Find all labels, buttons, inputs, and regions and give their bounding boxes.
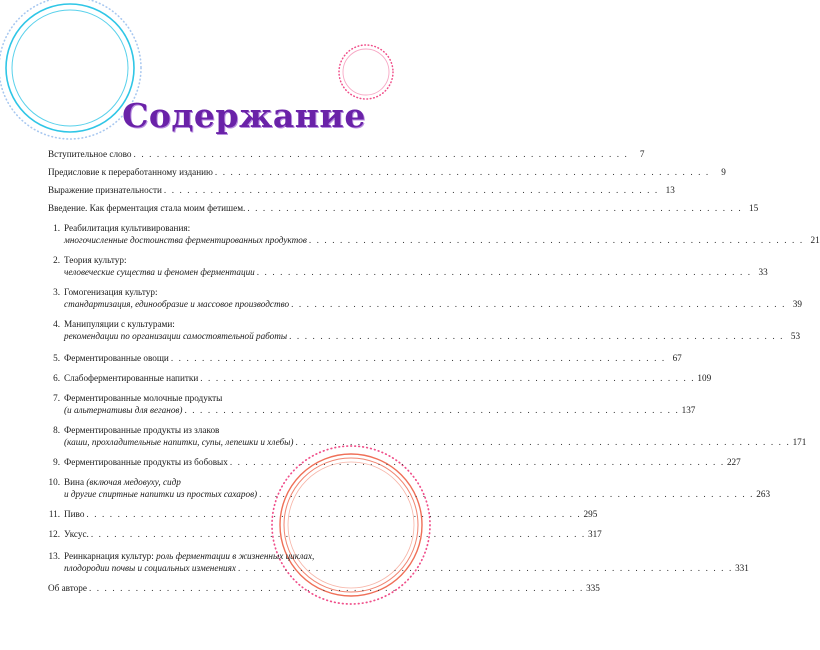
chapter-title: Слабоферментированные напитки	[64, 373, 199, 383]
dot-leader: . . . . . . . . . . . . . . . . . . . . . . . . . . . . . . . . . . . . . . . . . . . . . . . . . . . . . . . . . . . . . . . .	[256, 267, 752, 277]
toc-line	[48, 550, 348, 562]
chapter-title: Реабилитация культивирования:	[64, 223, 191, 233]
toc-line	[48, 148, 645, 160]
page-number: 331	[735, 563, 749, 573]
coral-ring-decoration	[272, 446, 430, 604]
toc-entry-text	[48, 254, 127, 266]
toc-entry-text	[48, 222, 190, 234]
toc-line	[48, 488, 771, 500]
toc-entry-text	[64, 330, 287, 342]
dot-leader: . . . . . . . . . . . . . . . . . . . . . . . . . . . . . . . . . . . . . . . . . . . . . . . . . . . . . . . . . . . . . . . .	[90, 529, 586, 539]
chapter-subtitle: (включая медовуху, сидр	[86, 477, 181, 487]
toc-entry[interactable]	[48, 392, 696, 416]
chapter-number: 5.	[53, 353, 60, 363]
toc-line	[48, 404, 696, 416]
chapter-title: Введение. Как ферментация стала моим фетишем.	[48, 203, 246, 213]
toc-entry-text	[48, 582, 87, 594]
toc-line	[48, 476, 348, 488]
chapter-subtitle: многочисленные достоинства ферментированных продуктов	[64, 235, 307, 245]
page-number: 39	[792, 299, 802, 309]
chapter-number: 13.	[48, 551, 60, 561]
page-number: 227	[726, 457, 741, 467]
toc-entry-text	[64, 266, 255, 278]
toc-entry-text	[48, 372, 198, 384]
toc-entry[interactable]	[48, 286, 802, 310]
toc-entry[interactable]	[48, 148, 645, 160]
toc-entry-text	[64, 234, 307, 246]
toc-entry-text	[48, 318, 175, 330]
chapter-title: Пиво	[64, 509, 85, 519]
toc-entry-text	[48, 476, 181, 488]
toc-entry-text	[48, 148, 132, 160]
toc-line	[48, 166, 726, 178]
toc-line	[48, 318, 348, 330]
toc-entry[interactable]	[48, 372, 712, 384]
toc-entry-text	[48, 456, 228, 468]
toc-line	[48, 222, 348, 234]
toc-line	[48, 392, 348, 404]
toc-line	[48, 562, 749, 574]
toc-line	[48, 266, 768, 278]
toc-line	[48, 234, 820, 246]
page-number: 13	[665, 185, 675, 195]
chapter-number: 12.	[48, 529, 60, 539]
chapter-title: Вина	[64, 477, 87, 487]
chapter-number: 4.	[53, 319, 60, 329]
toc-entry-text	[64, 562, 236, 574]
chapter-number: 3.	[53, 287, 60, 297]
toc-entry[interactable]	[48, 254, 768, 278]
toc-line	[48, 184, 675, 196]
chapter-title: Ферментированные овощи	[64, 353, 169, 363]
chapter-number: 2.	[53, 255, 60, 265]
toc-line	[48, 352, 682, 364]
toc-line	[48, 508, 598, 520]
toc-line	[48, 424, 348, 436]
chapter-subtitle: (каши, прохладительные напитки, супы, лепешки и хлебы)	[64, 437, 294, 447]
toc-line	[48, 330, 801, 342]
page-number: 7	[639, 149, 645, 159]
toc-entry[interactable]	[48, 166, 726, 178]
page-number: 33	[758, 267, 768, 277]
toc-entry[interactable]	[48, 508, 598, 520]
toc-entry[interactable]	[48, 222, 820, 246]
page-number: 9	[721, 167, 726, 177]
page-number: 53	[790, 331, 801, 341]
toc-entry[interactable]	[48, 352, 682, 364]
toc-line	[48, 528, 602, 540]
toc-entry-text	[64, 436, 293, 448]
toc-entry[interactable]	[48, 318, 801, 342]
chapter-number: 8.	[53, 425, 60, 435]
dot-leader: . . . . . . . . . . . . . . . . . . . . . . . . . . . . . . . . . . . . . . . . . . . . . . . . . . . . . . . . . . . . . . . .	[133, 149, 629, 159]
toc-line	[48, 202, 759, 214]
toc-entry-text	[64, 298, 289, 310]
dot-leader: . . . . . . . . . . . . . . . . . . . . . . . . . . . . . . . . . . . . . . . . . . . . . . . . . . . . . . . . . . . . . . . .	[237, 563, 733, 573]
toc-entry-text	[48, 184, 162, 196]
page-number: 295	[583, 509, 598, 519]
toc-entry-text	[48, 166, 213, 178]
chapter-title: Ферментированные продукты из злаков	[64, 425, 220, 435]
chapter-title: Манипуляции с культурами:	[64, 319, 175, 329]
toc-entry[interactable]	[48, 184, 675, 196]
chapter-subtitle: рекомендации по организации самостоятельной работы	[64, 331, 288, 341]
toc-entry[interactable]	[48, 550, 749, 574]
page-number: 335	[586, 583, 600, 593]
dot-leader: . . . . . . . . . . . . . . . . . . . . . . . . . . . . . . . . . . . . . . . . . . . . . . . . . . . . . . . . . . . . . . . .	[229, 457, 725, 467]
page-number: 15	[749, 203, 759, 213]
dot-leader: . . . . . . . . . . . . . . . . . . . . . . . . . . . . . . . . . . . . . . . . . . . . . . . . . . . . . . . . . . . . . . . .	[88, 583, 584, 593]
dot-leader: . . . . . . . . . . . . . . . . . . . . . . . . . . . . . . . . . . . . . . . . . . . . . . . . . . . . . . . . . . . . . . . .	[170, 353, 666, 363]
chapter-subtitle: роль ферментации в жизненных циклах,	[156, 551, 315, 561]
chapter-number: 9.	[53, 457, 60, 467]
chapter-title: Ферментированные продукты из бобовых	[64, 457, 228, 467]
dot-leader: . . . . . . . . . . . . . . . . . . . . . . . . . . . . . . . . . . . . . . . . . . . . . . . . . . . . . . . . . . . . . . . .	[291, 299, 786, 309]
chapter-number: 11.	[48, 509, 60, 519]
page-number: 137	[681, 405, 696, 415]
toc-entry-text	[64, 488, 257, 500]
chapter-number: 6.	[53, 373, 60, 383]
toc-line	[48, 254, 348, 266]
chapter-subtitle: (и альтернативы для веганов)	[64, 405, 183, 415]
toc-entry-text	[48, 286, 158, 298]
dot-leader: . . . . . . . . . . . . . . . . . . . . . . . . . . . . . . . . . . . . . . . . . . . . . . . . . . . . . . . . . . . . . . . .	[184, 405, 680, 415]
chapter-subtitle: и другие спиртные напитки из простых сахаров)	[64, 489, 258, 499]
toc-line	[48, 298, 802, 310]
toc-line	[48, 582, 600, 594]
pink-ring-decoration	[339, 45, 393, 99]
chapter-title: Уксус.	[64, 529, 89, 539]
page-title: Содержание	[122, 96, 366, 135]
page-number: 21	[810, 235, 820, 245]
page-number: 317	[587, 529, 602, 539]
chapter-title: Вступительное слово	[48, 149, 132, 159]
chapter-number: 1.	[53, 223, 60, 233]
dot-leader: . . . . . . . . . . . . . . . . . . . . . . . . . . . . . . . . . . . . . . . . . . . . . . . . . . . . . . . . . . . . . . . .	[200, 373, 696, 383]
toc-entry-text	[64, 404, 182, 416]
page-number: 171	[792, 437, 807, 447]
toc-line	[48, 436, 807, 448]
chapter-title: Выражение признательности	[48, 185, 162, 195]
page-number: 67	[672, 353, 682, 363]
chapter-number: 7.	[53, 393, 60, 403]
toc-entry-text	[48, 202, 245, 214]
toc-entry-text	[48, 528, 89, 540]
toc-line	[48, 286, 348, 298]
chapter-title: Реинкарнация культур:	[64, 551, 157, 561]
chapter-subtitle: плодородии почвы и социальных изменениях	[64, 563, 236, 573]
toc-entry-text	[48, 392, 222, 404]
toc-entry-text	[48, 352, 169, 364]
dot-leader: . . . . . . . . . . . . . . . . . . . . . . . . . . . . . . . . . . . . . . . . . . . . . . . . . . . . . . . . . . . . . . . .	[259, 489, 755, 499]
toc-entry[interactable]	[48, 456, 741, 468]
toc-entry-text	[48, 424, 219, 436]
chapter-subtitle: человеческие существа и феномен ферментации	[64, 267, 255, 277]
chapter-title: Теория культур:	[64, 255, 127, 265]
dot-leader: . . . . . . . . . . . . . . . . . . . . . . . . . . . . . . . . . . . . . . . . . . . . . . . . . . . . . . . . . . . . . . . .	[295, 437, 791, 447]
toc-entry[interactable]	[48, 202, 759, 214]
dot-leader: . . . . . . . . . . . . . . . . . . . . . . . . . . . . . . . . . . . . . . . . . . . . . . . . . . . . . . . . . . . . . . . .	[214, 167, 710, 177]
dot-leader: . . . . . . . . . . . . . . . . . . . . . . . . . . . . . . . . . . . . . . . . . . . . . . . . . . . . . . . . . . . . . . . .	[163, 185, 659, 195]
toc-entry[interactable]	[48, 582, 600, 594]
toc-entry-text	[48, 550, 314, 562]
toc-line	[48, 456, 741, 468]
chapter-title: Ферментированные молочные продукты	[64, 393, 223, 403]
chapter-number: 10.	[48, 477, 60, 487]
toc-entry[interactable]	[48, 424, 807, 448]
chapter-subtitle: стандартизация, единообразие и массовое производство	[64, 299, 290, 309]
dot-leader: . . . . . . . . . . . . . . . . . . . . . . . . . . . . . . . . . . . . . . . . . . . . . . . . . . . . . . . . . . . . . . . .	[308, 235, 804, 245]
dot-leader: . . . . . . . . . . . . . . . . . . . . . . . . . . . . . . . . . . . . . . . . . . . . . . . . . . . . . . . . . . . . . . . .	[86, 509, 582, 519]
toc-line	[48, 372, 712, 384]
dot-leader: . . . . . . . . . . . . . . . . . . . . . . . . . . . . . . . . . . . . . . . . . . . . . . . . . . . . . . . . . . . . . . . .	[289, 331, 785, 341]
toc-entry[interactable]	[48, 476, 771, 500]
chapter-title: Об авторе	[48, 583, 87, 593]
page-number: 263	[756, 489, 771, 499]
toc-entry-text	[48, 508, 84, 520]
chapter-title: Предисловие к переработанному изданию	[48, 167, 213, 177]
page-number: 109	[697, 373, 712, 383]
dot-leader: . . . . . . . . . . . . . . . . . . . . . . . . . . . . . . . . . . . . . . . . . . . . . . . . . . . . . . . . . . . . . . . .	[247, 203, 743, 213]
toc-entry[interactable]	[48, 528, 602, 540]
chapter-title: Гомогенизация культур:	[64, 287, 158, 297]
